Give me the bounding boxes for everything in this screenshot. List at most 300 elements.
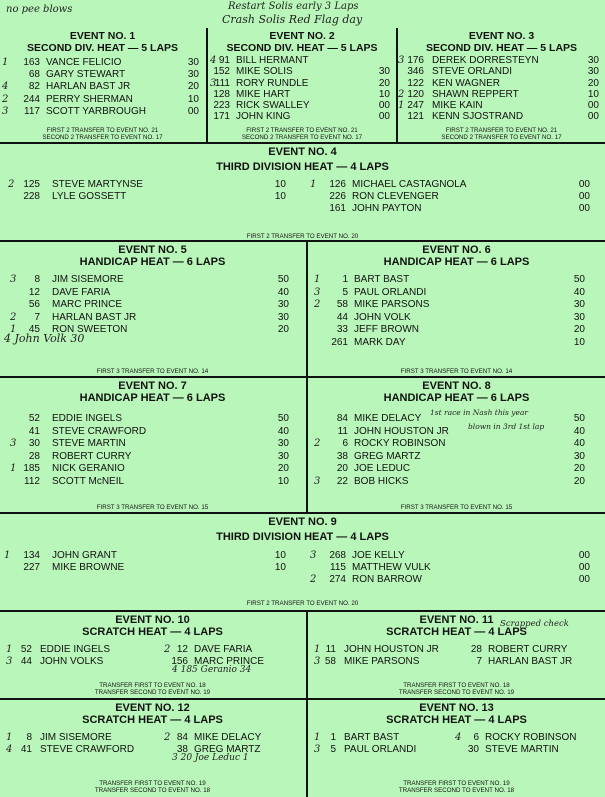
handwritten-mark: 1 bbox=[310, 179, 317, 190]
event-title: EVENT NO. 12 bbox=[115, 702, 190, 714]
points: 30 bbox=[277, 311, 289, 323]
points: 30 bbox=[573, 450, 585, 462]
car-number: 22 bbox=[336, 475, 348, 487]
driver-name: RORY RUNDLE bbox=[236, 77, 309, 89]
car-number: 125 bbox=[23, 179, 40, 190]
handwritten-mark: 2 bbox=[164, 732, 171, 743]
event-title: EVENT NO. 11 bbox=[419, 614, 494, 626]
driver-name: JIM SISEMORE bbox=[52, 274, 124, 285]
car-number: 261 bbox=[331, 336, 348, 348]
driver-name: JIM SISEMORE bbox=[40, 732, 112, 743]
entry-row bbox=[208, 100, 396, 111]
car-number: 152 bbox=[213, 66, 230, 78]
points: 00 bbox=[187, 105, 199, 117]
driver-name: RICK SWALLEY bbox=[236, 100, 310, 112]
handwritten-note: Crash Solis Red Flag day bbox=[222, 13, 363, 26]
entry-row bbox=[453, 744, 605, 756]
points: 00 bbox=[578, 562, 590, 574]
driver-name: SCOTT YARBROUGH bbox=[46, 105, 147, 117]
entry-row bbox=[308, 426, 605, 439]
event-title: EVENT NO. 8 bbox=[422, 380, 491, 392]
car-number: 112 bbox=[24, 475, 40, 487]
divider bbox=[0, 240, 605, 242]
entry-row bbox=[458, 644, 605, 656]
points: 00 bbox=[378, 111, 390, 123]
entry-row bbox=[306, 562, 596, 574]
points: 30 bbox=[378, 66, 390, 78]
handwritten-mark: 3 bbox=[10, 438, 17, 449]
driver-name: PAUL ORLANDI bbox=[344, 744, 417, 756]
car-number: 223 bbox=[213, 100, 230, 112]
event-title: EVENT NO. 2 bbox=[269, 30, 335, 42]
event-subtitle: HANDICAP HEAT — 6 LAPS bbox=[79, 392, 226, 404]
handwritten-mark: 2 bbox=[164, 644, 171, 655]
handwritten-mark: 3 bbox=[310, 550, 317, 561]
entry-row bbox=[0, 438, 305, 451]
handwritten-note: 4 185 Geranio 34 bbox=[172, 665, 252, 675]
driver-name: BART BAST bbox=[354, 274, 410, 285]
car-number: 120 bbox=[407, 88, 424, 100]
event-title: EVENT NO. 13 bbox=[419, 702, 494, 714]
handwritten-mark: 2 bbox=[398, 88, 405, 100]
car-number: 117 bbox=[24, 105, 40, 117]
transfer-note: TRANSFER FIRST TO EVENT NO. 18 bbox=[99, 682, 206, 689]
driver-name: JOHN HOUSTON JR bbox=[354, 425, 449, 437]
car-number: 111 bbox=[214, 77, 230, 89]
event-3-panel bbox=[398, 30, 605, 142]
handwritten-mark: 2 bbox=[10, 311, 17, 323]
entry-row bbox=[0, 106, 205, 118]
handwritten-mark: 3 bbox=[10, 274, 17, 285]
driver-name: MIKE DELACY bbox=[354, 413, 422, 424]
entry-row bbox=[398, 78, 605, 89]
entry-row bbox=[0, 562, 300, 574]
driver-name: NICK GERANIO bbox=[52, 463, 125, 474]
car-number: 247 bbox=[407, 100, 424, 112]
car-number: 1 bbox=[330, 732, 336, 743]
entry-row bbox=[0, 274, 305, 287]
handwritten-mark: 3 bbox=[314, 744, 321, 756]
points: 10 bbox=[277, 475, 289, 487]
handwritten-mark: 3 bbox=[6, 656, 13, 668]
entry-row bbox=[458, 656, 605, 668]
driver-name: JOE KELLY bbox=[352, 550, 405, 561]
car-number: 176 bbox=[407, 55, 424, 66]
handwritten-mark: 3 bbox=[398, 55, 405, 66]
points: 00 bbox=[578, 191, 590, 203]
event-4-panel bbox=[0, 146, 605, 240]
entry-row bbox=[308, 274, 605, 287]
car-number: 163 bbox=[23, 57, 40, 68]
driver-name: HARLAN BAST JR bbox=[46, 81, 131, 93]
driver-name: MARC PRINCE bbox=[52, 299, 123, 310]
event-title: EVENT NO. 10 bbox=[115, 614, 190, 626]
car-number: 20 bbox=[336, 463, 348, 474]
car-number: 346 bbox=[407, 66, 424, 78]
handwritten-mark: 1 bbox=[10, 463, 17, 474]
driver-name: STEVE MARTIN bbox=[485, 744, 559, 756]
event-subtitle: SCRATCH HEAT — 4 LAPS bbox=[82, 714, 223, 726]
driver-name: MIKE PARSONS bbox=[354, 299, 430, 310]
car-number: 8 bbox=[26, 732, 32, 743]
handwritten-mark: 1 bbox=[314, 732, 321, 743]
entry-row bbox=[208, 111, 396, 122]
points: 00 bbox=[578, 574, 590, 586]
points: 10 bbox=[187, 93, 199, 105]
event-11-panel bbox=[308, 614, 605, 698]
transfer-note: FIRST 3 TRANSFER TO EVENT NO. 15 bbox=[96, 504, 209, 511]
car-number: 122 bbox=[407, 77, 424, 89]
driver-name: JOHN VOLKS bbox=[40, 656, 104, 668]
car-number: 84 bbox=[176, 732, 188, 743]
points: 40 bbox=[277, 425, 289, 437]
entry-row bbox=[0, 744, 150, 756]
car-number: 7 bbox=[34, 311, 40, 323]
handwritten-mark: 3 bbox=[2, 105, 9, 117]
points: 30 bbox=[573, 311, 585, 323]
handwritten-mark: 4 bbox=[455, 732, 462, 743]
points: 00 bbox=[378, 100, 390, 112]
entry-row bbox=[308, 299, 605, 312]
entry-row bbox=[0, 312, 305, 325]
divider bbox=[0, 698, 605, 700]
entry-row bbox=[398, 100, 605, 111]
car-number: 6 bbox=[473, 732, 479, 743]
car-number: 121 bbox=[407, 111, 424, 123]
driver-name: EDDIE INGELS bbox=[52, 413, 123, 424]
points: 20 bbox=[587, 77, 599, 89]
car-number: 7 bbox=[476, 656, 482, 668]
event-subtitle: HANDICAP HEAT — 6 LAPS bbox=[383, 392, 530, 404]
driver-name: MIKE SOLIS bbox=[236, 66, 293, 78]
handwritten-mark: 1 bbox=[398, 100, 405, 112]
entry-row bbox=[308, 324, 605, 337]
driver-name: JOHN KING bbox=[236, 111, 291, 123]
car-number: 41 bbox=[28, 425, 40, 437]
transfer-note: FIRST 2 TRANSFER TO EVENT NO. 20 bbox=[246, 600, 359, 607]
driver-name: DEREK DORRESTEYN bbox=[432, 55, 539, 66]
points: 20 bbox=[187, 81, 199, 93]
car-number: 33 bbox=[336, 324, 348, 335]
event-subtitle: SCRATCH HEAT — 4 LAPS bbox=[386, 714, 527, 726]
transfer-note: SECOND 2 TRANSFER TO EVENT NO. 17 bbox=[441, 134, 562, 141]
points: 50 bbox=[277, 413, 289, 424]
entry-row bbox=[453, 732, 605, 744]
event-title: EVENT NO. 4 bbox=[268, 146, 337, 158]
driver-name: KENN SJOSTRAND bbox=[432, 111, 524, 123]
driver-name: JOHN PAYTON bbox=[352, 203, 422, 215]
entry-row bbox=[208, 78, 396, 89]
points: 20 bbox=[277, 463, 289, 474]
car-number: 161 bbox=[329, 203, 346, 215]
car-number: 56 bbox=[28, 299, 40, 310]
car-number: 44 bbox=[20, 656, 32, 668]
event-1-panel bbox=[0, 30, 205, 142]
driver-name: KEN WAGNER bbox=[432, 77, 500, 89]
car-number: 227 bbox=[23, 562, 40, 574]
points: 30 bbox=[277, 438, 289, 449]
driver-name: VANCE FELICIO bbox=[46, 57, 122, 68]
handwritten-mark: 3 bbox=[314, 656, 321, 668]
driver-name: MIKE HART bbox=[236, 88, 291, 100]
car-number: 30 bbox=[467, 744, 479, 756]
car-number: 52 bbox=[28, 413, 40, 424]
points: 30 bbox=[587, 66, 599, 78]
entry-row bbox=[0, 69, 205, 81]
handwritten-note: Restart Solis early 3 Laps bbox=[228, 1, 359, 12]
car-number: 6 bbox=[342, 438, 348, 449]
event-2-panel bbox=[208, 30, 396, 142]
event-13-panel bbox=[308, 702, 605, 797]
car-number: 30 bbox=[28, 438, 40, 449]
entry-row bbox=[308, 656, 468, 668]
points: 30 bbox=[187, 57, 199, 68]
car-number: 268 bbox=[329, 550, 346, 561]
transfer-note: TRANSFER SECOND TO EVENT NO. 19 bbox=[94, 689, 211, 696]
entry-row bbox=[0, 287, 305, 300]
points: 10 bbox=[378, 88, 390, 100]
car-number: 68 bbox=[28, 69, 40, 81]
entry-row bbox=[160, 644, 305, 656]
event-8-panel bbox=[308, 380, 605, 512]
entry-row bbox=[208, 66, 396, 77]
handwritten-mark: 1 bbox=[314, 644, 321, 655]
car-number: 156 bbox=[171, 656, 188, 668]
handwritten-mark: 4 bbox=[210, 55, 217, 66]
car-number: 38 bbox=[336, 450, 348, 462]
car-number: 228 bbox=[23, 191, 40, 203]
car-number: 8 bbox=[34, 274, 40, 285]
divider bbox=[0, 512, 605, 514]
entry-row bbox=[308, 476, 605, 489]
event-7-panel bbox=[0, 380, 305, 512]
handwritten-mark: 3 bbox=[314, 286, 321, 298]
handwritten-mark: 2 bbox=[314, 438, 321, 449]
entry-row bbox=[306, 574, 596, 586]
event-title: EVENT NO. 5 bbox=[118, 244, 187, 256]
entry-row bbox=[306, 179, 596, 191]
car-number: 244 bbox=[23, 93, 40, 105]
points: 20 bbox=[277, 324, 289, 335]
driver-name: STEVE CRAWFORD bbox=[52, 425, 147, 437]
car-number: 126 bbox=[329, 179, 346, 190]
handwritten-note: 1st race in Nash this year bbox=[430, 408, 529, 417]
event-subtitle: SCRATCH HEAT — 4 LAPS bbox=[82, 626, 223, 638]
points: 40 bbox=[573, 438, 585, 449]
driver-name: ROBERT CURRY bbox=[52, 450, 132, 462]
event-subtitle: HANDICAP HEAT — 6 LAPS bbox=[383, 256, 530, 268]
car-number: 5 bbox=[330, 744, 336, 756]
points: 10 bbox=[587, 88, 599, 100]
driver-name: JOHN HOUSTON JR bbox=[344, 644, 439, 655]
entry-row bbox=[398, 111, 605, 122]
entry-row bbox=[0, 550, 300, 562]
points: 00 bbox=[578, 550, 590, 561]
car-number: 274 bbox=[329, 574, 346, 586]
event-title: EVENT NO. 7 bbox=[118, 380, 187, 392]
entry-row bbox=[308, 732, 458, 744]
car-number: 11 bbox=[337, 425, 348, 437]
driver-name: RON CLEVENGER bbox=[352, 191, 439, 203]
entry-row bbox=[0, 463, 305, 476]
entry-row bbox=[0, 732, 150, 744]
entry-row bbox=[208, 89, 396, 100]
points: 30 bbox=[573, 299, 585, 310]
transfer-note: FIRST 3 TRANSFER TO EVENT NO. 14 bbox=[400, 368, 513, 375]
handwritten-mark: 1 bbox=[10, 324, 17, 335]
driver-name: HARLAN BAST JR bbox=[52, 311, 137, 323]
driver-name: PERRY SHERMAN bbox=[46, 93, 133, 105]
car-number: 12 bbox=[176, 644, 188, 655]
car-number: 1 bbox=[342, 274, 348, 285]
divider bbox=[0, 142, 605, 144]
transfer-note: FIRST 3 TRANSFER TO EVENT NO. 14 bbox=[96, 368, 209, 375]
driver-name: LYLE GOSSETT bbox=[52, 191, 127, 203]
driver-name: GREG MARTZ bbox=[354, 450, 421, 462]
points: 20 bbox=[573, 463, 585, 474]
driver-name: SCOTT McNEIL bbox=[52, 475, 125, 487]
event-title: EVENT NO. 1 bbox=[69, 30, 136, 42]
event-title: EVENT NO. 9 bbox=[268, 516, 337, 528]
handwritten-note: 4 John Volk 30 bbox=[4, 332, 85, 345]
points: 40 bbox=[573, 425, 585, 437]
event-subtitle: THIRD DIVISION HEAT — 4 LAPS bbox=[216, 531, 389, 543]
driver-name: DAVE FARIA bbox=[194, 644, 253, 655]
entry-row bbox=[398, 89, 605, 100]
handwritten-note: blown in 3rd 1st lap bbox=[468, 422, 545, 431]
transfer-note: FIRST 3 TRANSFER TO EVENT NO. 15 bbox=[400, 504, 513, 511]
points: 10 bbox=[274, 562, 286, 574]
driver-name: ROCKY ROBINSON bbox=[485, 732, 577, 743]
handwritten-mark: 3 bbox=[314, 475, 321, 487]
car-number: 44 bbox=[336, 311, 348, 323]
entry-row bbox=[208, 55, 396, 66]
points: 40 bbox=[277, 286, 289, 298]
car-number: 58 bbox=[324, 656, 336, 668]
car-number: 58 bbox=[336, 299, 348, 310]
driver-name: BART BAST bbox=[344, 732, 400, 743]
points: 00 bbox=[578, 203, 590, 215]
event-subtitle: SECOND DIV. HEAT — 5 LAPS bbox=[226, 42, 378, 54]
entry-row bbox=[0, 57, 205, 69]
handwritten-mark: 1 bbox=[6, 732, 13, 743]
car-number: 115 bbox=[330, 562, 346, 574]
points: 40 bbox=[573, 286, 585, 298]
handwritten-note: Scrapped check bbox=[500, 619, 569, 629]
driver-name: STEVE MARTIN bbox=[52, 438, 126, 449]
points: 50 bbox=[277, 274, 289, 285]
entry-row bbox=[0, 413, 305, 426]
entry-row bbox=[308, 463, 605, 476]
points: 20 bbox=[573, 324, 585, 335]
points: 00 bbox=[587, 111, 599, 123]
driver-name: GREG MARTZ bbox=[194, 744, 261, 756]
driver-name: EDDIE INGELS bbox=[40, 644, 111, 655]
car-number: 185 bbox=[23, 463, 40, 474]
driver-name: BILL HERMANT bbox=[236, 55, 309, 66]
driver-name: JOE LEDUC bbox=[354, 463, 411, 474]
driver-name: BOB HICKS bbox=[354, 475, 409, 487]
event-5-panel bbox=[0, 244, 305, 376]
event-12-panel bbox=[0, 702, 305, 797]
divider bbox=[0, 376, 605, 378]
points: 30 bbox=[187, 69, 199, 81]
entry-row bbox=[398, 66, 605, 77]
points: 50 bbox=[573, 274, 585, 285]
transfer-note: TRANSFER FIRST TO EVENT NO. 19 bbox=[99, 780, 206, 787]
points: 00 bbox=[587, 100, 599, 112]
event-subtitle: THIRD DIVISION HEAT — 4 LAPS bbox=[216, 161, 389, 173]
transfer-note: TRANSFER FIRST TO EVENT NO. 19 bbox=[403, 780, 510, 787]
entry-row bbox=[308, 438, 605, 451]
entry-row bbox=[0, 81, 205, 93]
driver-name: GARY STEWART bbox=[46, 69, 126, 81]
handwritten-mark: 1 bbox=[6, 644, 13, 655]
handwritten-mark: 2 bbox=[2, 93, 9, 105]
handwritten-mark: 2 bbox=[310, 574, 317, 586]
driver-name: RON SWEETON bbox=[52, 324, 128, 335]
driver-name: JOHN GRANT bbox=[52, 550, 117, 561]
handwritten-note: 3 20 Joe Leduc 1 bbox=[172, 753, 249, 763]
driver-name: JEFF BROWN bbox=[354, 324, 419, 335]
transfer-note: FIRST 2 TRANSFER TO EVENT NO. 21 bbox=[445, 127, 558, 134]
driver-name: HARLAN BAST JR bbox=[488, 656, 573, 668]
event-title: EVENT NO. 3 bbox=[468, 30, 535, 42]
divider bbox=[0, 610, 605, 612]
transfer-note: SECOND 2 TRANSFER TO EVENT NO. 17 bbox=[42, 134, 163, 141]
entry-row bbox=[308, 312, 605, 325]
car-number: 91 bbox=[218, 55, 230, 66]
event-subtitle: SECOND DIV. HEAT — 5 LAPS bbox=[425, 42, 578, 54]
car-number: 84 bbox=[336, 413, 348, 424]
points: 10 bbox=[274, 191, 286, 203]
car-number: 226 bbox=[329, 191, 346, 203]
car-number: 11 bbox=[325, 644, 336, 655]
transfer-note: TRANSFER FIRST TO EVENT NO. 18 bbox=[403, 682, 510, 689]
event-9-panel bbox=[0, 516, 605, 610]
entry-row bbox=[308, 744, 458, 756]
points: 10 bbox=[274, 550, 286, 561]
driver-name: MARC PRINCE bbox=[194, 656, 265, 668]
driver-name: DAVE FARIA bbox=[52, 286, 111, 298]
points: 50 bbox=[573, 413, 585, 424]
entry-row bbox=[0, 451, 305, 464]
event-title: EVENT NO. 6 bbox=[422, 244, 491, 256]
car-number: 28 bbox=[28, 450, 40, 462]
points: 30 bbox=[587, 55, 599, 66]
car-number: 45 bbox=[28, 324, 40, 335]
car-number: 52 bbox=[20, 644, 32, 655]
driver-name: SHAWN REPPERT bbox=[432, 88, 519, 100]
handwritten-mark: 1 bbox=[2, 57, 9, 68]
handwritten-mark: 2 bbox=[314, 299, 321, 310]
entry-row bbox=[308, 337, 605, 350]
driver-name: JOHN VOLK bbox=[354, 311, 411, 323]
entry-row bbox=[306, 550, 596, 562]
entry-row bbox=[308, 644, 468, 656]
driver-name: MIKE BROWNE bbox=[52, 562, 125, 574]
points: 20 bbox=[573, 475, 585, 487]
driver-name: MIKE PARSONS bbox=[344, 656, 420, 668]
handwritten-mark: 4 bbox=[6, 744, 13, 756]
entry-row bbox=[308, 287, 605, 300]
driver-name: RON BARROW bbox=[352, 574, 422, 586]
driver-name: MARK DAY bbox=[354, 336, 406, 348]
entry-row bbox=[0, 191, 300, 203]
entry-row bbox=[0, 476, 305, 489]
points: 10 bbox=[274, 179, 286, 190]
entry-row bbox=[0, 179, 300, 191]
